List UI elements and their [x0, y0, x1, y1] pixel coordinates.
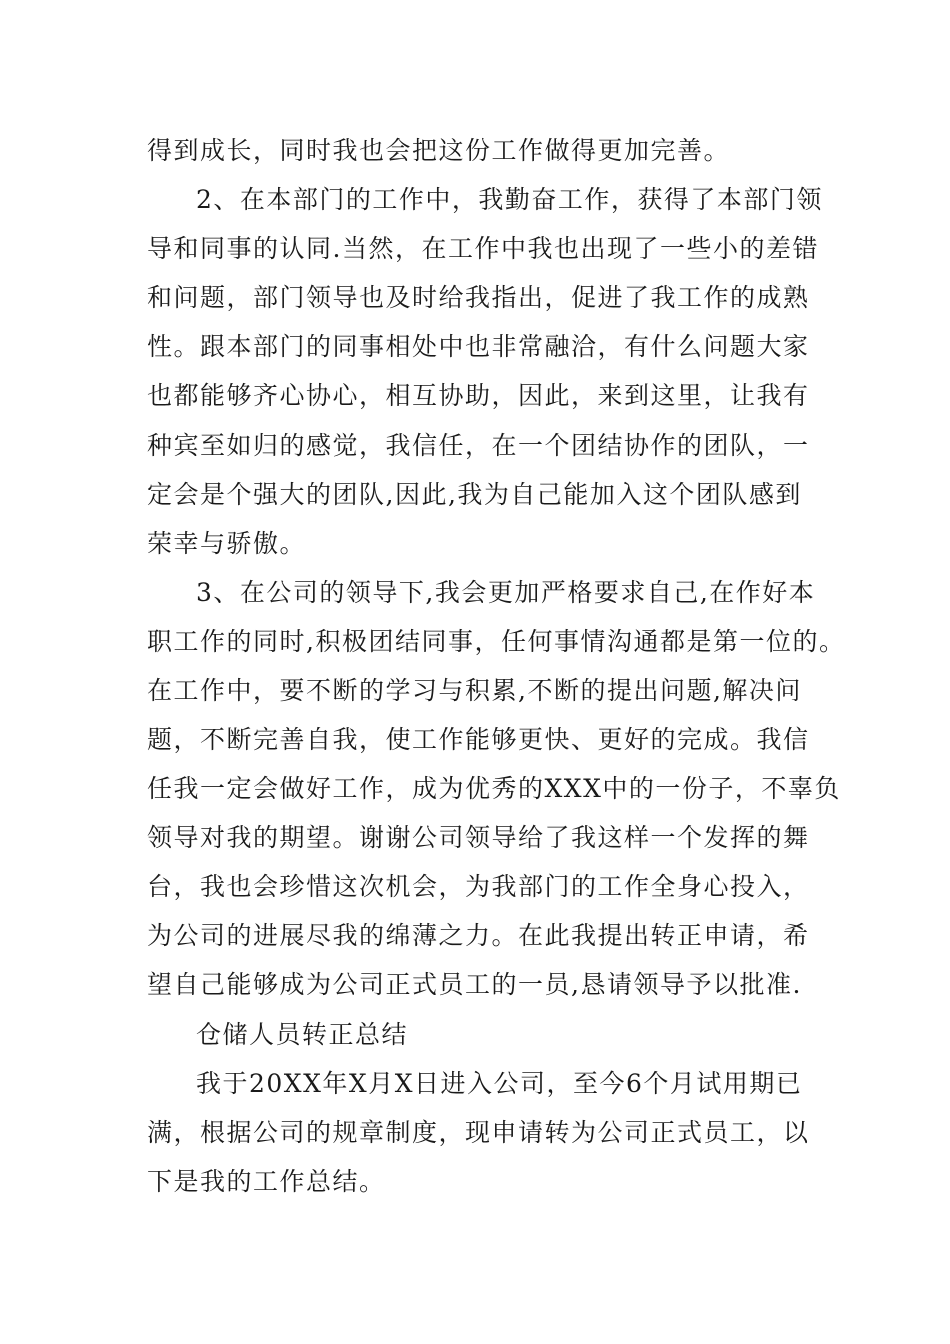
text-line: 满，根据公司的规章制度，现申请转为公司正式员工，以 [147, 1118, 810, 1147]
text-line: 为公司的进展尽我的绵薄之力。在此我提出转正申请，希 [147, 921, 810, 950]
text-line: 种宾至如归的感觉，我信任，在一个团结协作的团队，一 [147, 431, 810, 460]
text-line: 职工作的同时,积极团结同事，任何事情沟通都是第一位的。 [147, 627, 846, 656]
text-line: 3、在公司的领导下,我会更加严格要求自己,在作好本 [196, 578, 816, 607]
text-line: 我于20XX年X月X日进入公司，至今6个月试用期已 [196, 1069, 803, 1098]
text-line: 性。跟本部门的同事相处中也非常融洽，有什么问题大家 [147, 332, 810, 361]
text-line: 下是我的工作总结。 [147, 1167, 386, 1196]
text-line: 领导对我的期望。谢谢公司领导给了我这样一个发挥的舞 [147, 823, 810, 852]
text-line: 2、在本部门的工作中，我勤奋工作，获得了本部门领 [196, 185, 823, 214]
text-line: 台，我也会珍惜这次机会，为我部门的工作全身心投入， [147, 872, 810, 901]
text-line: 在工作中，要不断的学习与积累,不断的提出问题,解决问 [147, 676, 802, 705]
text-line: 和问题，部门领导也及时给我指出，促进了我工作的成熟 [147, 283, 810, 312]
text-line: 也都能够齐心协心，相互协助，因此，来到这里，让我有 [147, 381, 810, 410]
text-line: 任我一定会做好工作，成为优秀的XXX中的一份子，不辜负 [147, 774, 841, 803]
text-line: 得到成长，同时我也会把这份工作做得更加完善。 [147, 136, 731, 165]
text-line: 导和同事的认同.当然，在工作中我也出现了一些小的差错 [147, 234, 819, 263]
text-line: 荣幸与骄傲。 [147, 529, 307, 558]
text-line: 题，不断完善自我，使工作能够更快、更好的完成。我信 [147, 725, 810, 754]
text-line: 定会是个强大的团队,因此,我为自己能加入这个团队感到 [147, 480, 802, 509]
section-heading: 仓储人员转正总结 [196, 1020, 409, 1049]
text-line: 望自己能够成为公司正式员工的一员,恳请领导予以批准. [147, 970, 802, 999]
